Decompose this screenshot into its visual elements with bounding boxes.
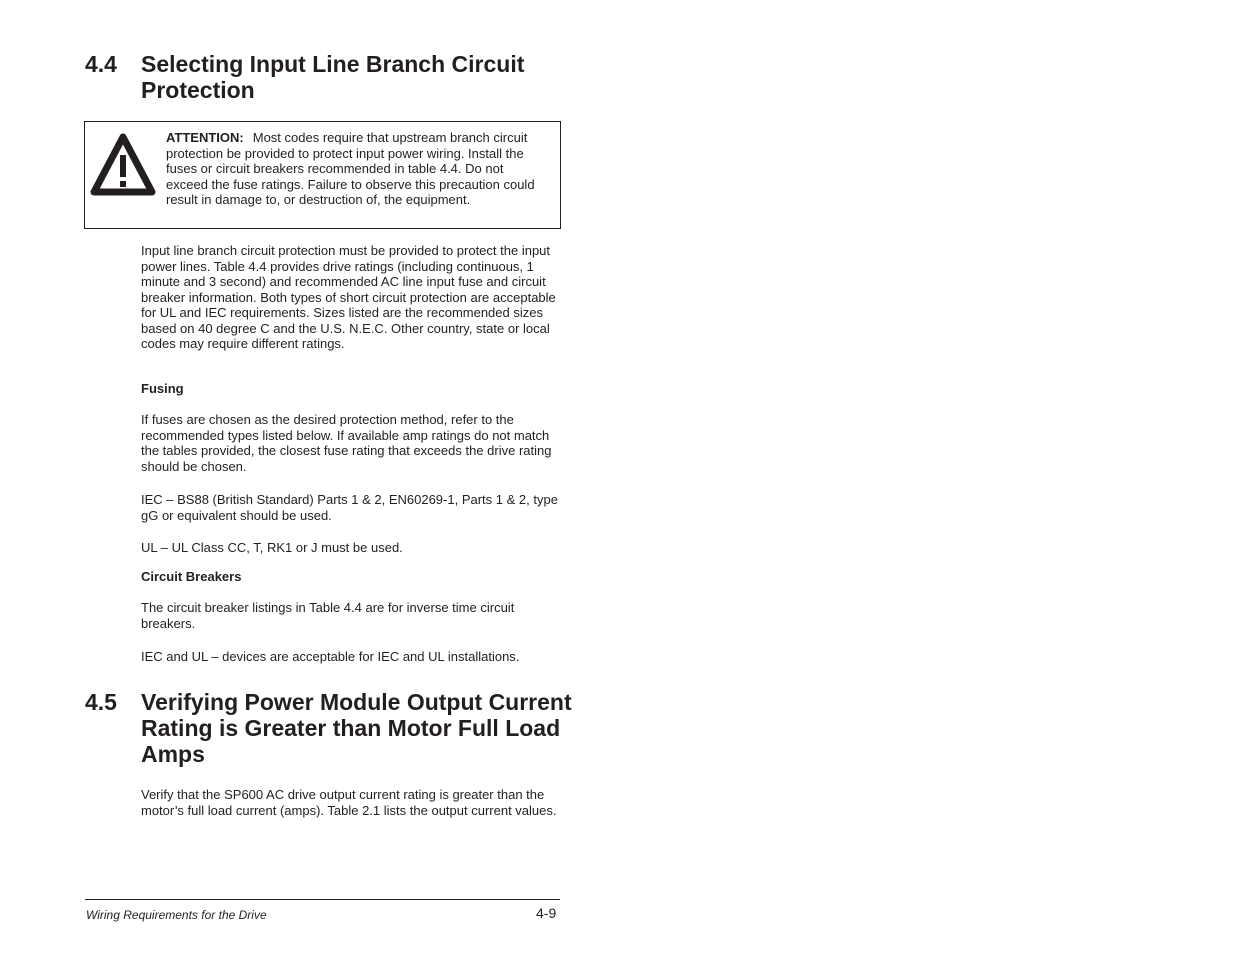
section-title: Selecting Input Line Branch Circuit Protection (141, 51, 525, 103)
section-4-5-paragraph: Verify that the SP600 AC drive output current rating is greater than the motor’s full load current (amps). Table 2.1 lists the output current values. (141, 787, 557, 818)
fusing-paragraph: If fuses are chosen as the desired protection method, refer to the recommended types listed below. If available amp ratings do not match the tables provided, the closest fuse rating that exceeds the drive rating should be chosen. (141, 412, 552, 474)
warning-triangle-icon (90, 131, 156, 197)
section-number: 4.5 (85, 689, 117, 715)
circuit-breakers-paragraph: The circuit breaker listings in Table 4.4 are for inverse time circuit breakers. (141, 600, 515, 631)
fusing-iec: IEC – BS88 (British Standard) Parts 1 & 2, EN60269-1, Parts 1 & 2, type gG or equivalent should be used. (141, 492, 558, 523)
section-number: 4.4 (85, 51, 117, 77)
footer-divider (85, 899, 560, 900)
intro-paragraph: Input line branch circuit protection must be provided to protect the input power lines. Table 4.4 provides drive ratings (including continuous, 1 minute and 3 second) and recommended AC line input fuse and circuit breaker information. Both types of short circuit protection are acceptable for UL and IEC requirements. Sizes listed are the recommended sizes based on 40 degree C and the U.S. N.E.C. Other country, state or local codes may require different ratings. (141, 243, 556, 351)
footer-chapter-title: Wiring Requirements for the Drive (86, 908, 267, 922)
attention-body: Most codes require that upstream branch circuit protection be provided to protect input power wiring. Install the fuses or circuit breakers recommended in table 4.4. Do not exceed the fuse ratings. Failure to observe this precaution could result in damage to, or destruction of, the equipment. (166, 130, 535, 207)
fusing-ul: UL – UL Class CC, T, RK1 or J must be used. (141, 540, 403, 555)
attention-label: ATTENTION: (166, 130, 244, 145)
page-number: 4-9 (536, 905, 557, 921)
circuit-breakers-iec-ul: IEC and UL – devices are acceptable for IEC and UL installations. (141, 649, 520, 664)
attention-text (166, 130, 548, 208)
fusing-heading: Fusing (141, 381, 184, 396)
section-title: Verifying Power Module Output Current Rating is Greater than Motor Full Load Amps (141, 689, 572, 767)
attention-box (84, 121, 561, 229)
circuit-breakers-heading: Circuit Breakers (141, 569, 242, 584)
